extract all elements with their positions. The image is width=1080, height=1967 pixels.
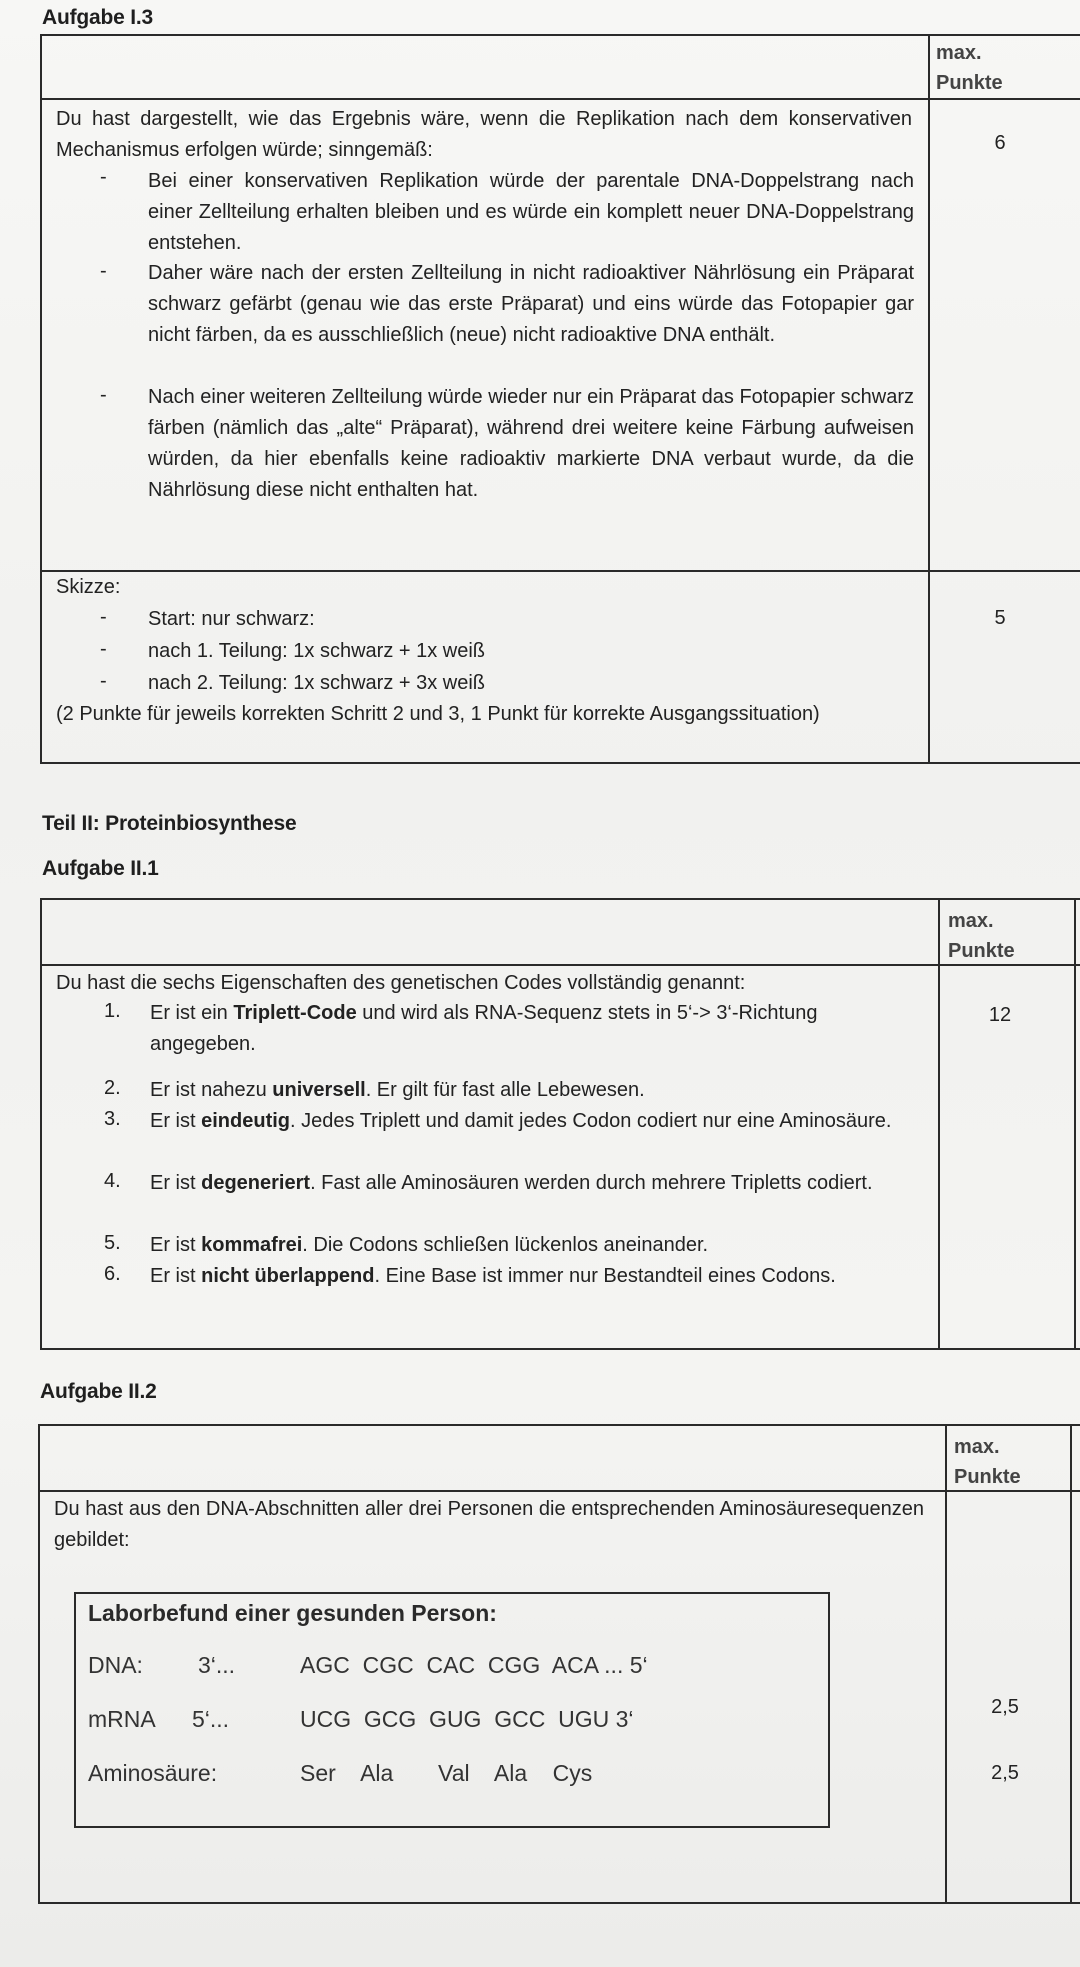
bullet-dash: - (100, 670, 107, 692)
heading-aufgabe-ii1: Aufgabe II.1 (42, 857, 159, 880)
mrna-label: mRNA (88, 1706, 156, 1732)
list-item-text: . Eine Base ist immer nur Bestandteil eines Codons. (374, 1265, 836, 1287)
mrna-sequence: UCG GCG GUG GCC UGU 3‘ (300, 1706, 634, 1732)
list-item-text: Er ist nahezu (150, 1079, 273, 1101)
list-item-text: Er ist (150, 1172, 202, 1194)
list-item-number: 3. (104, 1108, 121, 1130)
bullet-dash: - (100, 260, 107, 282)
list-item-text: Er ist ein (150, 1002, 234, 1024)
dna-sequence: AGC CGC CAC CGG ACA ... 5‘ (300, 1652, 648, 1678)
i3-bullet-3: Nach einer weiteren Zellteilung würde wieder nur ein Präparat das Fotopapier schwarz färben (nämlich das „alte“ Präparat), während drei weitere keine Färbung aufweisen würden, da hier ebenfalls keine radioaktiv markierte DNA verbaut wurde, da die Nährlösung diese nicht enthalten hat. (148, 386, 914, 501)
table-i3-row-divider (40, 570, 1080, 572)
table-ii1-header-divider (40, 964, 1080, 966)
list-item-text: Er ist (150, 1265, 202, 1287)
list-item-keyword: degeneriert (201, 1172, 311, 1194)
table-ii2-column-divider (945, 1424, 947, 1904)
list-item (150, 998, 920, 1060)
table-i3-header-divider (40, 98, 1080, 100)
bullet-dash: - (100, 638, 107, 660)
header-max-punkte: max. Punkte (948, 910, 1015, 962)
i3-bullet-1: Bei einer konservativen Replikation würde der parentale DNA-Doppelstrang nach einer Zellteilung erhalten bleiben und es würde ein komplett neuer DNA-Doppelstrang entstehen. (148, 170, 914, 254)
list-item (150, 1106, 920, 1137)
points-aminoacid: 2,5 (991, 1762, 1019, 1784)
list-item-number: 2. (104, 1077, 121, 1099)
heading-aufgabe-ii2: Aufgabe II.2 (40, 1380, 157, 1403)
list-item-keyword: nicht überlappend (201, 1265, 375, 1287)
heading-aufgabe-i3: Aufgabe I.3 (42, 6, 153, 29)
list-item (150, 1168, 920, 1199)
list-item-keyword: kommafrei (201, 1234, 303, 1256)
list-item-text: . Er gilt für fast alle Lebewesen. (365, 1079, 645, 1101)
points-ii1: 12 (988, 1004, 1012, 1026)
ii2-intro: Du hast aus den DNA-Abschnitten aller drei Personen die entsprechenden Aminosäuresequenzen gebildet: (54, 1498, 924, 1551)
sketch-item-3: nach 2. Teilung: 1x schwarz + 3x weiß (148, 672, 486, 694)
mrna-start: 5‘... (192, 1706, 230, 1732)
list-item (150, 1261, 920, 1292)
list-item-number: 1. (104, 1000, 121, 1022)
sketch-item-1: Start: nur schwarz: (148, 608, 315, 630)
dna-label: DNA: (88, 1652, 143, 1678)
points-i3-text: 6 (994, 132, 1006, 154)
list-item (150, 1075, 920, 1106)
i3-bullet-2: Daher wäre nach der ersten Zellteilung in nicht radioaktiver Nährlösung ein Präparat schwarz gefärbt (genau wie das erste Präparat) und eins würde das Fotopapier gar nicht färben, da es ausschließlich (neue) nicht radioaktive DNA enthält. (148, 262, 914, 346)
sketch-note: (2 Punkte für jeweils korrekten Schritt 2 und 3, 1 Punkt für korrekte Ausgangssituation) (56, 703, 820, 725)
heading-teil-ii: Teil II: Proteinbiosynthese (42, 812, 297, 835)
header-max-punkte: max. Punkte (936, 42, 1003, 94)
aminoacid-label: Aminosäure: (88, 1760, 218, 1786)
aminoacid-sequence: Ser Ala Val Ala Cys (300, 1760, 593, 1786)
list-item-number: 6. (104, 1263, 121, 1285)
header-max-punkte: max. Punkte (954, 1436, 1021, 1488)
list-item-number: 4. (104, 1170, 121, 1192)
bullet-dash: - (100, 166, 107, 188)
ii1-intro: Du hast die sechs Eigenschaften des genetischen Codes vollständig genannt: (56, 972, 746, 994)
sketch-label: Skizze: (56, 576, 121, 598)
bullet-dash: - (100, 606, 107, 628)
list-item-number: 5. (104, 1232, 121, 1254)
list-item-text: Er ist (150, 1110, 202, 1132)
table-i3-column-divider (928, 34, 930, 764)
sketch-item-2: nach 1. Teilung: 1x schwarz + 1x weiß (148, 640, 486, 662)
bullet-dash: - (100, 384, 107, 406)
list-item-text: . Jedes Triplett und damit jedes Codon codiert nur eine Aminosäure. (290, 1110, 892, 1132)
list-item-keyword: Triplett-Code (233, 1002, 357, 1024)
i3-intro: Du hast dargestellt, wie das Ergebnis wäre, wenn die Replikation nach dem konservativen Mechanismus erfolgen würde; sinngemäß: (56, 108, 912, 161)
list-item-text: Er ist (150, 1234, 202, 1256)
list-item (150, 1230, 920, 1261)
dna-start: 3‘... (198, 1652, 236, 1678)
list-item-text: und wird als RNA-Sequenz stets in 5‘-> 3‘-Richtung angegeben. (150, 1002, 818, 1055)
table-ii2-column-divider-right (1070, 1424, 1072, 1904)
points-i3-sketch: 5 (994, 607, 1006, 629)
list-item-keyword: universell (272, 1079, 366, 1101)
list-item-keyword: eindeutig (201, 1110, 291, 1132)
points-mrna: 2,5 (991, 1696, 1019, 1718)
list-item-text: . Die Codons schließen lückenlos aneinander. (302, 1234, 709, 1256)
list-item-text: . Fast alle Aminosäuren werden durch mehrere Tripletts codiert. (310, 1172, 873, 1194)
table-ii2-header-divider (38, 1490, 1080, 1492)
lab-title: Laborbefund einer gesunden Person: (88, 1600, 497, 1626)
